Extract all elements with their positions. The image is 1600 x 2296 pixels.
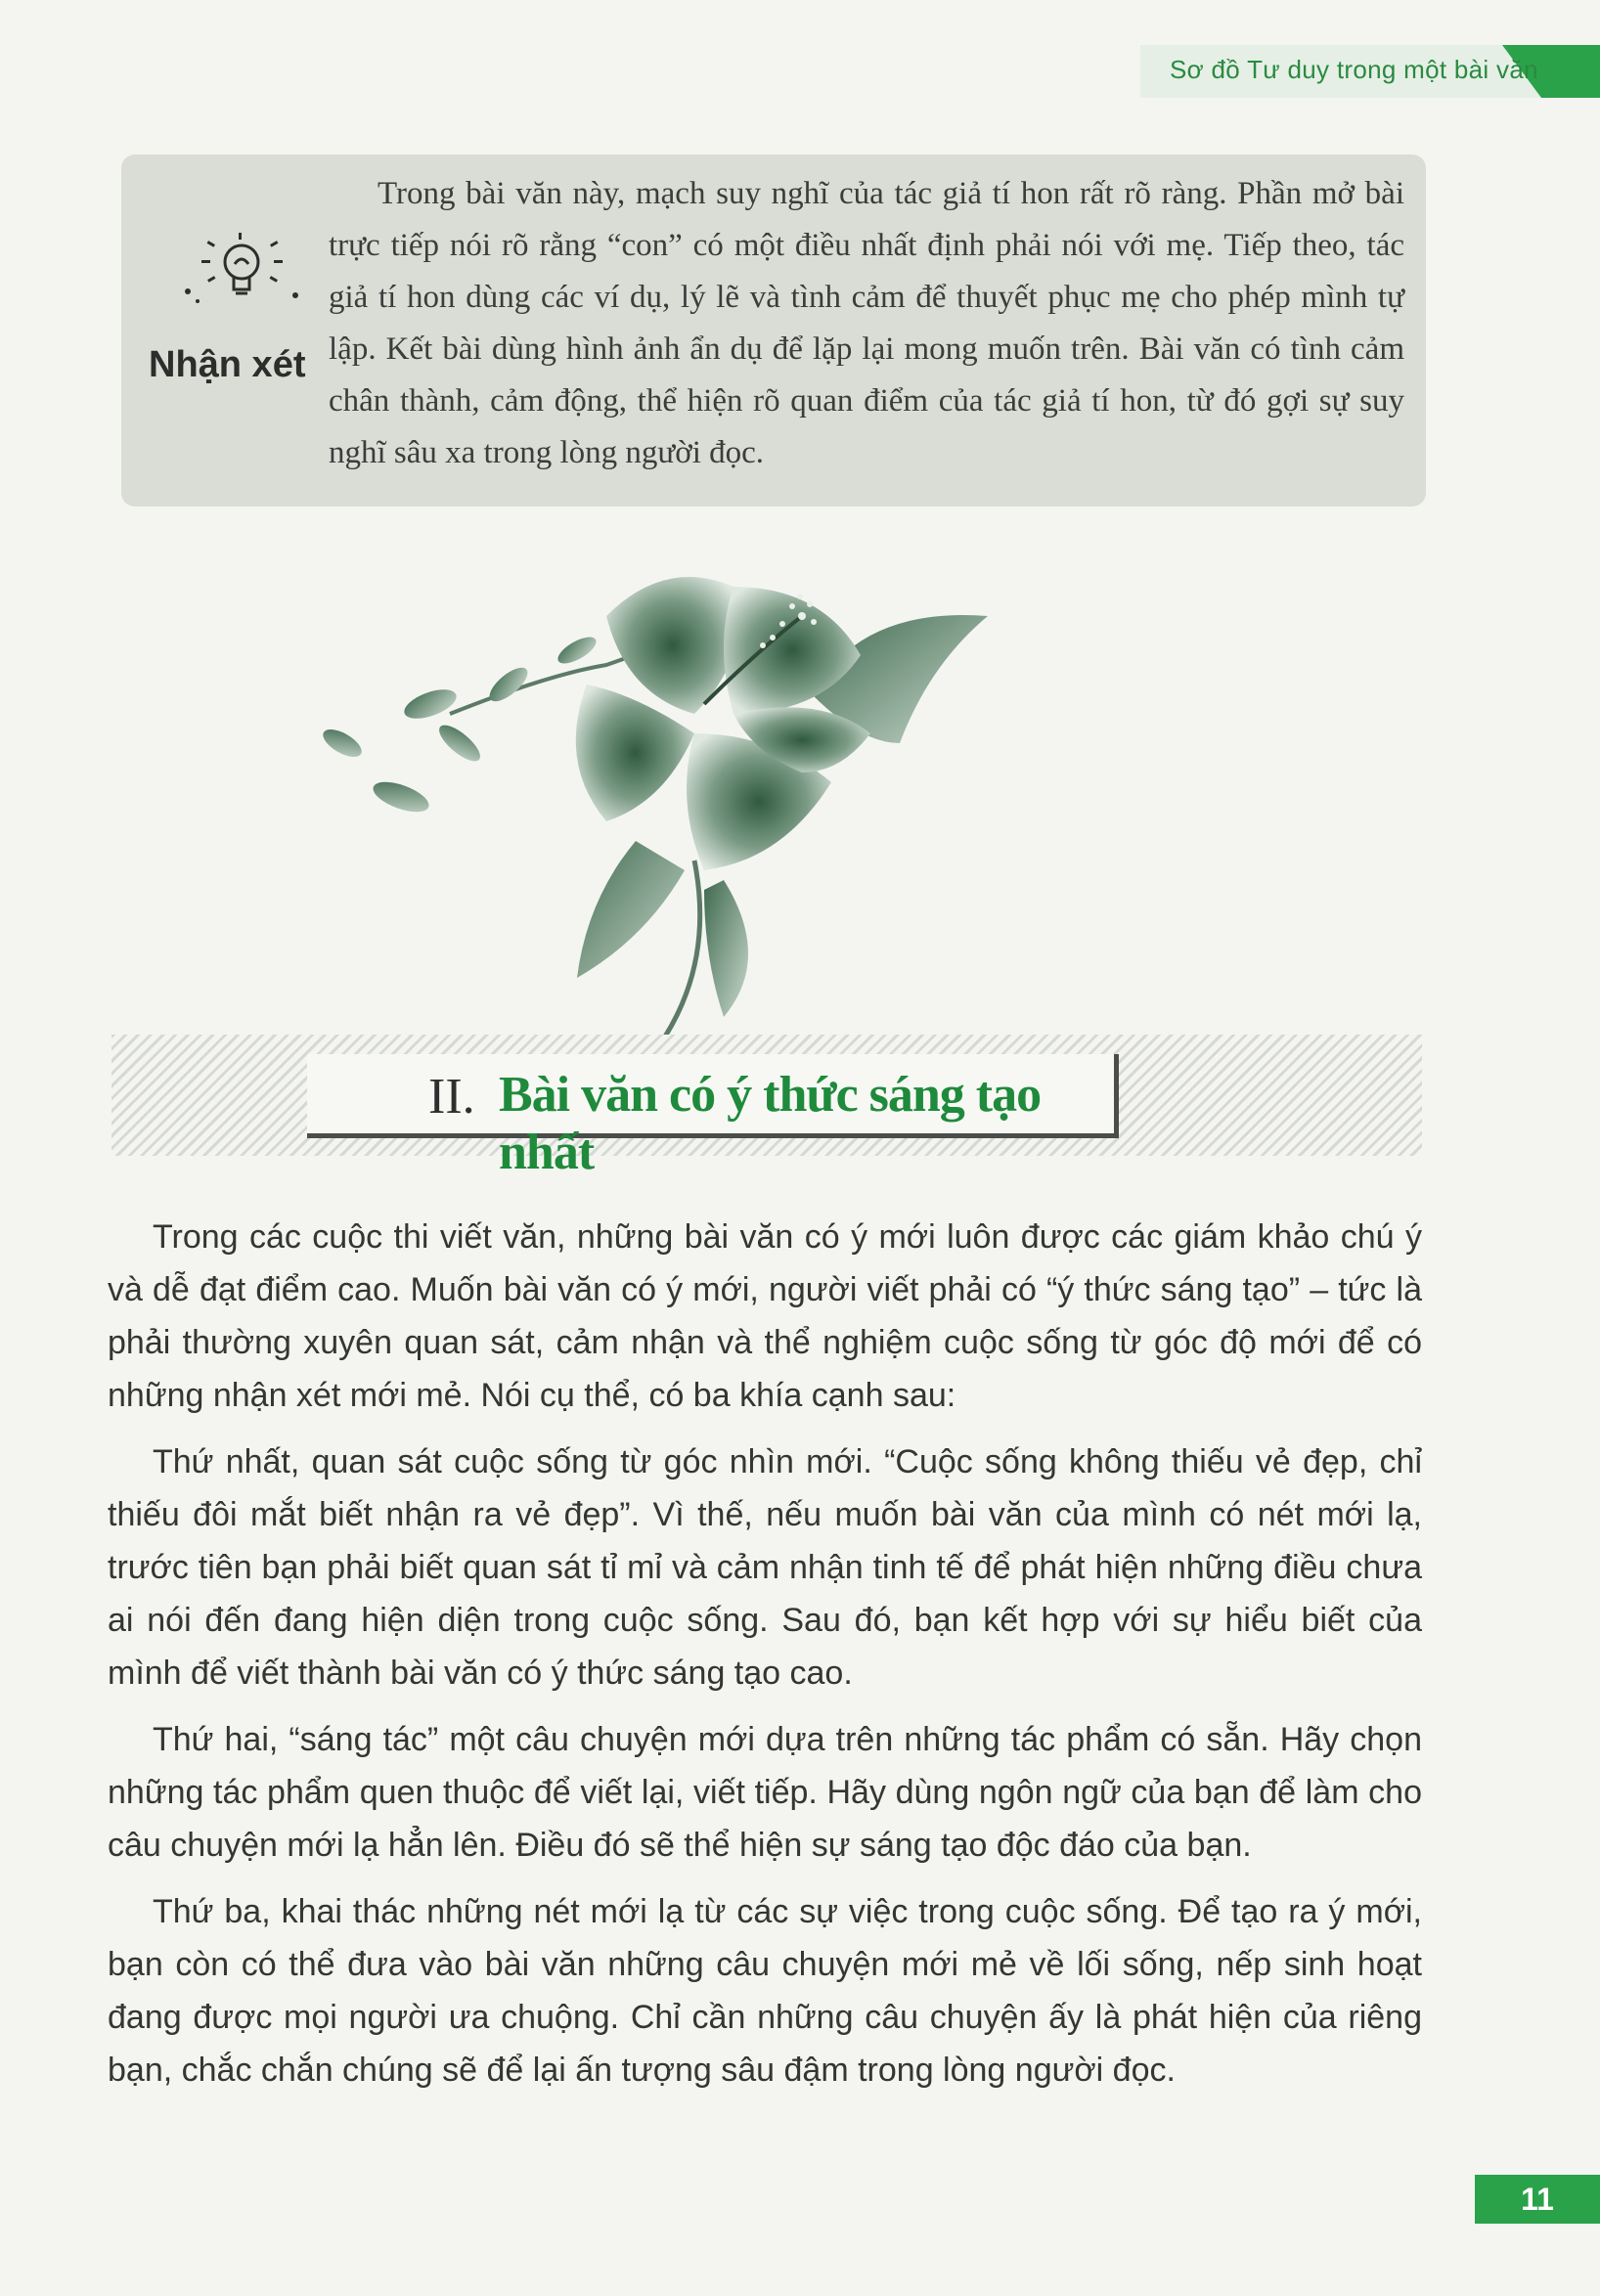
header-section-title: Sơ đồ Tư duy trong một bài văn — [1170, 55, 1538, 84]
running-header — [1140, 45, 1600, 98]
paragraph: Thứ ba, khai thác những nét mới lạ từ các sự việc trong cuộc sống. Để tạo ra ý mới, bạn còn có thể đưa vào bài văn những câu chuyện mới mẻ về lối sống, nếp sinh hoạt đang được mọi người ưa chuộng. Chỉ cần những câu chuyện ấy là phát hiện của riêng bạn, chắc chắn chúng sẽ để lại ấn tượng sâu đậm trong lòng người đọc. — [108, 1893, 1422, 2089]
hibiscus-illustration — [313, 548, 1154, 1037]
comment-box — [121, 155, 1426, 507]
section-heading — [307, 1054, 1119, 1180]
page-number: 11 — [1475, 2175, 1600, 2224]
section-title: Bài văn có ý thức sáng tạo nhất — [499, 1067, 1042, 1180]
note-label: Nhận xét — [149, 344, 306, 385]
paragraph: Thứ hai, “sáng tác” một câu chuyện mới dựa trên những tác phẩm có sẵn. Hãy chọn những tác phẩm quen thuộc để viết lại, viết tiếp. Hãy dùng ngôn ngữ của bạn để làm cho câu chuyện mới lạ hẳn lên. Điều đó sẽ thể hiện sự sáng tạo độc đáo của bạn. — [108, 1721, 1422, 1864]
paragraph: Thứ nhất, quan sát cuộc sống từ góc nhìn mới. “Cuộc sống không thiếu vẻ đẹp, chỉ thiếu đôi mắt biết nhận ra vẻ đẹp”. Vì thế, nếu muốn bài văn của mình có nét mới lạ, trước tiên bạn phải biết quan sát tỉ mỉ và cảm nhận tinh tế để phát hiện những điều chưa ai nói đến đang hiện diện trong cuộc sống. Sau đó, bạn kết hợp với sự hiểu biết của mình để viết thành bài văn có ý thức sáng tạo cao. — [108, 1443, 1422, 1692]
section-number: II. — [428, 1069, 475, 1125]
body-text — [108, 1211, 1422, 2110]
note-text: Trong bài văn này, mạch suy nghĩ của tác giả tí hon rất rõ ràng. Phần mở bài trực tiếp nói rõ rằng “con” có một điều nhất định phải nói với mẹ. Tiếp theo, tác giả tí hon dùng các ví dụ, lý lẽ và tình cảm để thuyết phục mẹ cho phép mình tự lập. Kết bài dùng hình ảnh ẩn dụ để lặp lại mong muốn trên. Bài văn có tình cảm chân thành, cảm động, thể hiện rõ quan điểm của tác giả tí hon, từ đó gợi sự suy nghĩ sâu xa trong lòng người đọc. — [329, 176, 1404, 470]
paragraph: Trong các cuộc thi viết văn, những bài văn có ý mới luôn được các giám khảo chú ý và dễ đạt điểm cao. Muốn bài văn có ý mới, người viết phải có “ý thức sáng tạo” – tức là phải thường xuyên quan sát, cảm nhận và thể nghiệm cuộc sống từ góc độ mới để có những nhận xét mới mẻ. Nói cụ thể, có ba khía cạnh sau: — [108, 1218, 1422, 1414]
lightbulb-icon — [168, 233, 315, 311]
